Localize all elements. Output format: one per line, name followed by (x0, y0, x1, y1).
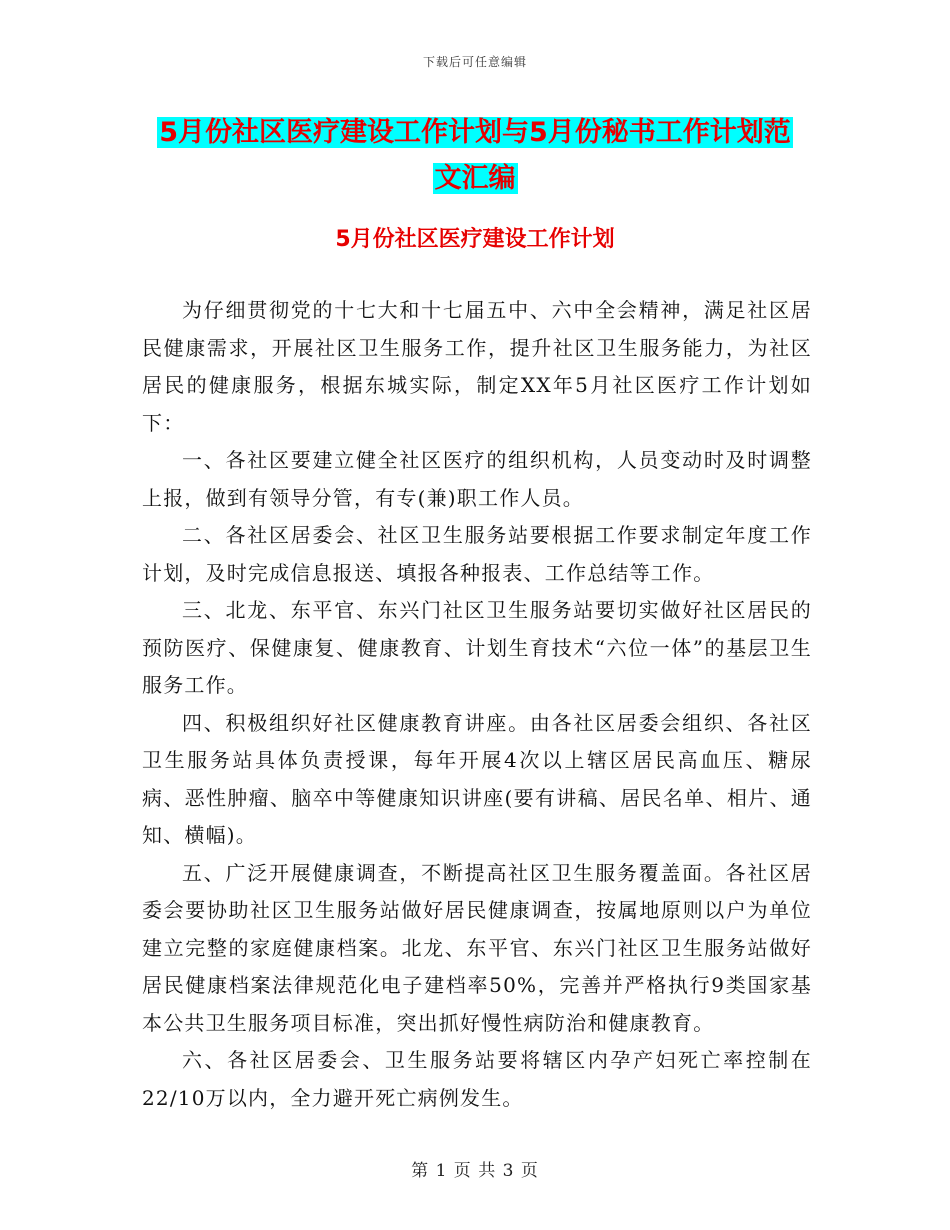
paragraph-item-4: 四、积极组织好社区健康教育讲座。由各社区居委会组织、各社区卫生服务站具体负责授课，每年开展4次以上辖区居民高血压、糖尿病、恶性肿瘤、脑卒中等健康知识讲座(要有讲稿、居民名单、相片、通知、横幅)。 (142, 710, 812, 847)
page-number-footer: 第 1 页 共 3 页 (411, 1161, 539, 1181)
paragraph-item-2: 二、各社区居委会、社区卫生服务站要根据工作要求制定年度工作计划，及时完成信息报送、填报各种报表、工作总结等工作。 (142, 523, 812, 585)
paragraph-intro: 为仔细贯彻党的十七大和十七届五中、六中全会精神，满足社区居民健康需求，开展社区卫生服务工作，提升社区卫生服务能力，为社区居民的健康服务，根据东城实际，制定XX年5月社区医疗工作计划如下： (142, 298, 812, 435)
paragraph-item-6: 六、各社区居委会、卫生服务站要将辖区内孕产妇死亡率控制在22/10万以内，全力避开死亡病例发生。 (142, 1048, 812, 1110)
paragraph-item-1: 一、各社区要建立健全社区医疗的组织机构，人员变动时及时调整上报，做到有领导分管，有专(兼)职工作人员。 (142, 448, 812, 510)
document-title-line-2: 文汇编 (434, 163, 516, 194)
paragraph-item-3: 三、北龙、东平官、东兴门社区卫生服务站要切实做好社区居民的预防医疗、保健康复、健康教育、计划生育技术“六位一体”的基层卫生服务工作。 (142, 598, 812, 697)
document-title-line-1: 5月份社区医疗建设工作计划与5月份秘书工作计划范 (159, 117, 791, 148)
section-title: 5月份社区医疗建设工作计划 (335, 227, 615, 252)
paragraph-item-5: 五、广泛开展健康调查，不断提高社区卫生服务覆盖面。各社区居委会要协助社区卫生服务站做好居民健康调查，按属地原则以户为单位建立完整的家庭健康档案。北龙、东平官、东兴门社区卫生服务站做好居民健康档案法律规范化电子建档率50%，完善并严格执行9类国家基本公共卫生服务项目标准，突出抓好慢性病防治和健康教育。 (142, 860, 812, 1035)
document-title (0, 110, 950, 202)
page-header-note: 下载后可任意编辑 (422, 55, 527, 69)
document-body (142, 292, 812, 1117)
